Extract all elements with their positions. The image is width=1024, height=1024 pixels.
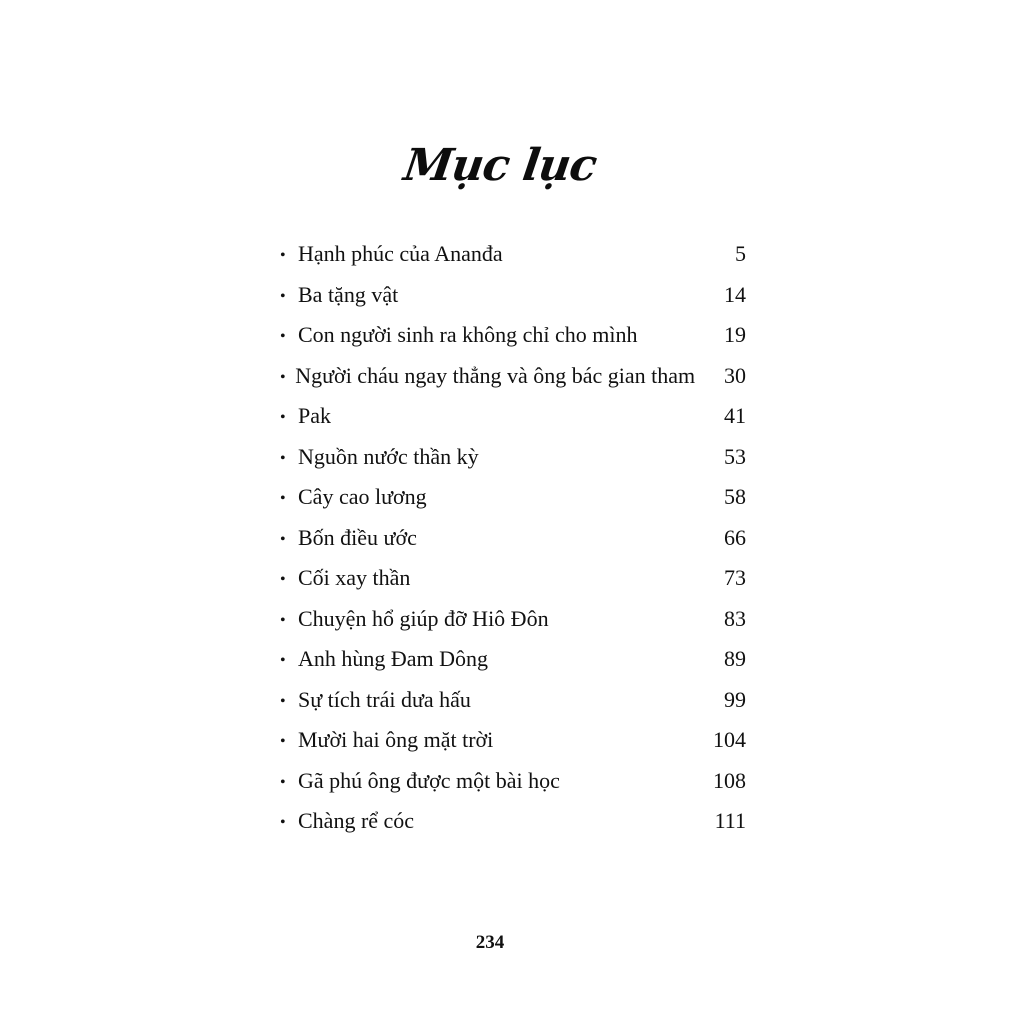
toc-entry-page: 53 [724, 443, 746, 469]
toc-entry [278, 761, 748, 802]
toc-entry-page: 66 [724, 524, 746, 550]
toc-entry-page: 58 [724, 484, 746, 510]
toc-entry-page: 73 [724, 565, 746, 591]
toc-entry-title: Pak [298, 403, 331, 429]
bullet-icon: • [280, 247, 286, 265]
toc-entry-title: Người cháu ngay thẳng và ông bác gian tham [295, 362, 696, 388]
bullet-icon: • [280, 733, 286, 751]
toc-entry-page: 19 [724, 322, 746, 348]
bullet-icon: • [280, 571, 286, 589]
toc-entry-page: 104 [713, 727, 746, 753]
toc-entry [278, 599, 748, 640]
toc-entry [278, 437, 748, 478]
bullet-icon: • [280, 652, 286, 670]
toc-entry [278, 680, 748, 721]
toc-entry-title: Gã phú ông được một bài học [298, 767, 560, 793]
page-title: Mục lục [400, 140, 600, 191]
bullet-icon: • [280, 611, 286, 629]
toc-entry [278, 315, 748, 356]
toc-entry-page: 99 [724, 686, 746, 712]
bullet-icon: • [280, 692, 286, 710]
toc-entry [278, 801, 748, 842]
toc-entry-title: Anh hùng Đam Dông [298, 646, 489, 672]
toc-entry-page: 108 [713, 767, 746, 793]
toc-entry-title: Nguồn nước thần kỳ [298, 443, 479, 469]
toc-entry-title: Hạnh phúc của Ananđa [298, 241, 503, 267]
toc-entry-title: Chuyện hổ giúp đỡ Hiô Đôn [298, 605, 549, 631]
toc-entry [278, 518, 748, 559]
page-number: 234 [475, 932, 505, 953]
toc-entry-title: Cối xay thần [298, 565, 411, 591]
toc-entry-page: 89 [724, 646, 746, 672]
toc-entry [278, 275, 748, 316]
toc-entry [278, 720, 748, 761]
bullet-icon: • [280, 287, 286, 305]
toc-entry-title: Ba tặng vật [298, 281, 399, 307]
toc-entry [278, 639, 748, 680]
toc-entry-title: Bốn điều ước [298, 524, 417, 550]
toc-entry [278, 356, 748, 397]
bullet-icon: • [280, 530, 286, 548]
toc-entry-title: Mười hai ông mặt trời [298, 727, 494, 753]
toc-entry-title: Sự tích trái dưa hấu [298, 686, 471, 712]
toc-entry-title: Chàng rể cóc [298, 808, 415, 834]
toc-entry [278, 477, 748, 518]
toc-entry-page: 41 [724, 403, 746, 429]
table-of-contents [278, 234, 748, 842]
bullet-icon: • [280, 490, 286, 508]
bullet-icon: • [280, 814, 286, 832]
bullet-icon: • [280, 449, 286, 467]
toc-entry [278, 558, 748, 599]
toc-entry-page: 30 [724, 362, 746, 388]
toc-entry-page: 5 [735, 241, 746, 267]
bullet-icon: • [280, 409, 286, 427]
toc-entry-page: 14 [724, 281, 746, 307]
toc-entry [278, 396, 748, 437]
bullet-icon: • [280, 328, 286, 346]
toc-entry-page: 83 [724, 605, 746, 631]
toc-entry [278, 234, 748, 275]
bullet-icon: • [280, 773, 286, 791]
toc-entry-title: Con người sinh ra không chỉ cho mình [298, 322, 638, 348]
toc-entry-title: Cây cao lương [298, 484, 427, 510]
bullet-icon: • [280, 368, 286, 386]
toc-entry-page: 111 [714, 808, 746, 834]
